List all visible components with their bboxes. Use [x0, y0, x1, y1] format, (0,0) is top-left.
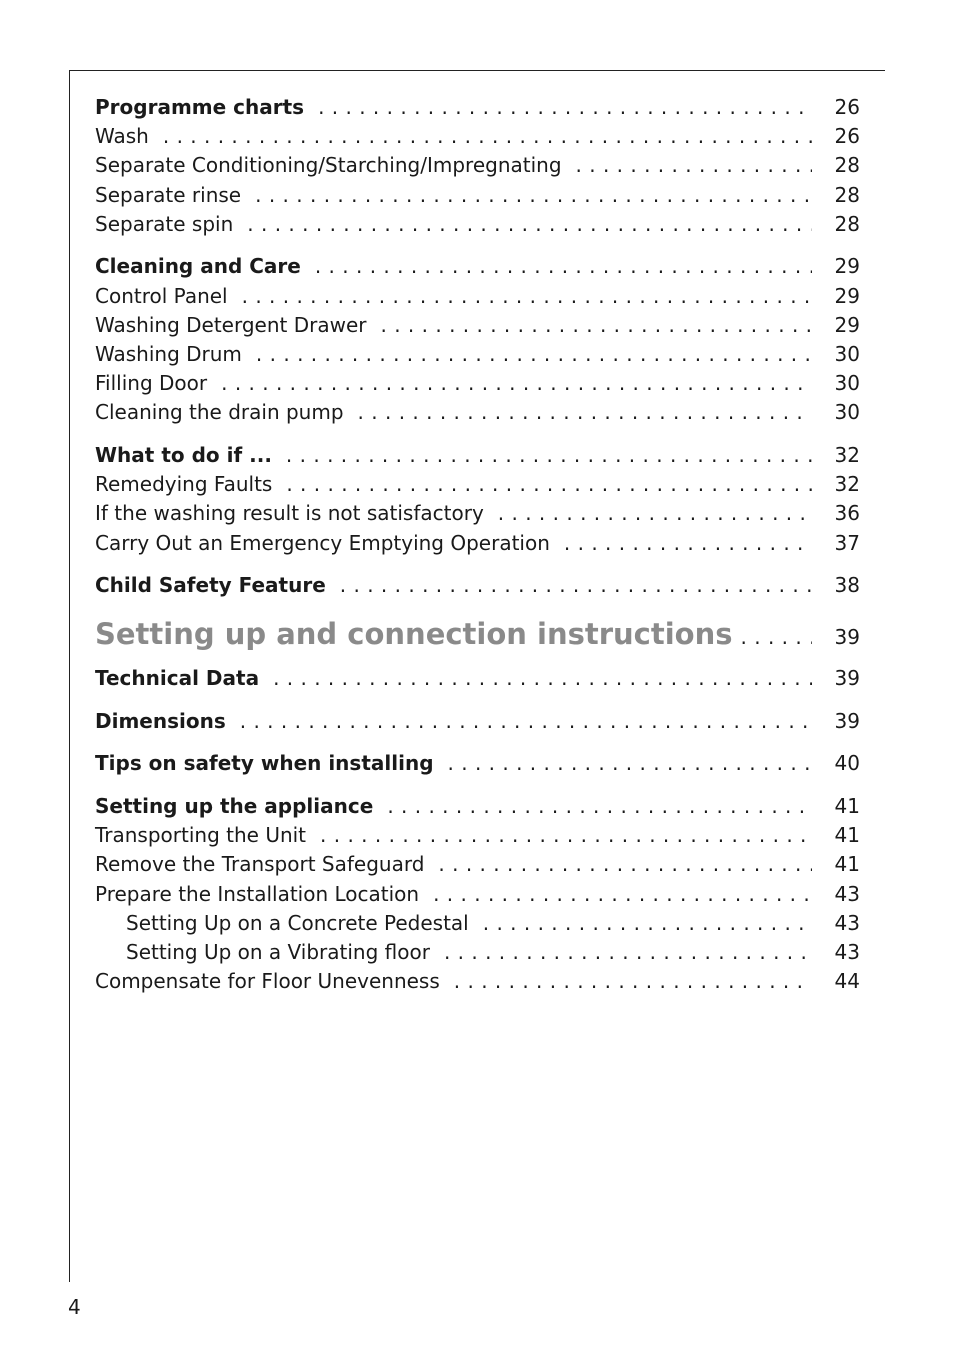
toc-entry-page: 43	[834, 940, 860, 964]
toc-entry-label: Setting up the appliance	[95, 794, 374, 819]
dot-leader	[564, 529, 812, 558]
toc-entry[interactable]	[95, 210, 860, 239]
toc-entry-label: What to do if ...	[95, 443, 272, 468]
toc-entry-page: 29	[834, 312, 860, 337]
toc-entry[interactable]	[95, 340, 860, 369]
toc-entry-label: Child Safety Feature	[95, 573, 326, 598]
dot-leader	[273, 664, 812, 693]
toc-entry-page: 30	[834, 400, 860, 425]
table-of-contents	[95, 93, 860, 1010]
toc-group	[95, 707, 860, 736]
toc-entry-page: 32	[834, 472, 860, 497]
toc-heading-entry[interactable]	[95, 571, 860, 600]
toc-entry[interactable]	[95, 967, 860, 996]
toc-entry-label: Wash	[95, 124, 149, 149]
dot-leader	[320, 821, 812, 850]
toc-entry-label: Technical Data	[95, 666, 260, 690]
toc-entry-label: If the washing result is not satisfactory	[95, 501, 484, 526]
dot-leader	[340, 571, 812, 600]
toc-entry-page: 32	[834, 443, 860, 468]
toc-entry[interactable]	[95, 529, 860, 558]
toc-entry-page: 41	[834, 794, 860, 819]
dot-leader	[358, 398, 812, 427]
dot-leader	[163, 122, 812, 151]
dot-leader	[247, 210, 812, 239]
toc-entry-page: 39	[834, 666, 860, 690]
toc-heading-entry[interactable]	[95, 707, 860, 736]
toc-entry-label: Control Panel	[95, 283, 228, 308]
dot-leader	[255, 181, 812, 210]
dot-leader	[256, 340, 812, 369]
toc-group	[95, 252, 860, 427]
toc-entry-page: 29	[834, 254, 860, 279]
toc-entry[interactable]	[95, 909, 860, 938]
toc-entry[interactable]	[95, 821, 860, 850]
toc-entry[interactable]	[95, 311, 860, 340]
toc-entry-page: 30	[834, 342, 860, 366]
toc-section-heading[interactable]	[95, 614, 860, 654]
toc-entry-page: 28	[834, 182, 860, 207]
dot-leader	[315, 252, 812, 281]
toc-entry-label: Separate rinse	[95, 182, 242, 207]
toc-entry-label: Setting Up on a Vibrating floor	[126, 940, 430, 964]
dot-leader	[576, 151, 812, 180]
toc-entry-label: Remove the Transport Safeguard	[95, 852, 425, 877]
top-rule	[69, 70, 885, 71]
toc-group	[95, 93, 860, 239]
toc-entry-page: 43	[834, 881, 860, 906]
toc-entry[interactable]	[95, 181, 860, 210]
left-rule	[69, 70, 70, 1282]
dot-leader	[483, 909, 812, 938]
toc-entry-label: Dimensions	[95, 708, 226, 733]
toc-entry-label: Filling Door	[95, 371, 208, 396]
toc-group	[95, 749, 860, 778]
toc-heading-entry[interactable]	[95, 441, 860, 470]
toc-entry-label: Transporting the Unit	[95, 823, 307, 848]
toc-entry-page: 28	[834, 211, 860, 236]
toc-entry[interactable]	[95, 369, 860, 398]
toc-entry-page: 40	[834, 751, 860, 776]
toc-entry-page: 37	[834, 530, 860, 555]
toc-entry-label: Washing Drum	[95, 342, 242, 366]
toc-entry[interactable]	[95, 151, 860, 180]
dot-leader	[438, 850, 812, 879]
dot-leader	[240, 707, 812, 736]
toc-group	[95, 614, 860, 654]
toc-entry[interactable]	[95, 282, 860, 311]
dot-leader	[381, 311, 813, 340]
toc-entry-page: 39	[834, 625, 860, 649]
toc-entry-page: 26	[834, 95, 860, 119]
toc-entry-label: Cleaning the drain pump	[95, 400, 344, 425]
dot-leader	[286, 441, 812, 470]
toc-entry-page: 41	[834, 852, 860, 877]
toc-entry-label: Compensate for Floor Unevenness	[95, 969, 440, 994]
dot-leader	[286, 470, 812, 499]
toc-group	[95, 664, 860, 693]
toc-entry-label: Carry Out an Emergency Emptying Operation	[95, 530, 550, 555]
toc-entry-page: 36	[834, 501, 860, 526]
toc-entry-page: 26	[834, 124, 860, 149]
dot-leader	[387, 792, 812, 821]
toc-entry-page: 43	[834, 910, 860, 935]
toc-entry-label: Prepare the Installation Location	[95, 881, 420, 906]
dot-leader	[221, 369, 812, 398]
toc-entry-label: Remedying Faults	[95, 472, 273, 497]
dot-leader	[318, 93, 812, 122]
toc-heading-entry[interactable]	[95, 93, 860, 122]
toc-group	[95, 571, 860, 600]
toc-entry-page: 38	[834, 573, 860, 598]
dot-leader	[448, 749, 812, 778]
dot-leader	[454, 967, 812, 996]
toc-entry-label: Washing Detergent Drawer	[95, 312, 367, 337]
toc-entry[interactable]	[95, 398, 860, 427]
toc-group	[95, 441, 860, 558]
toc-entry[interactable]	[95, 470, 860, 499]
toc-entry-label: Programme charts	[95, 95, 305, 119]
toc-group	[95, 792, 860, 996]
toc-entry[interactable]	[95, 880, 860, 909]
toc-entry-page: 41	[834, 823, 860, 848]
toc-heading-entry[interactable]	[95, 749, 860, 778]
toc-entry-label: Separate spin	[95, 211, 234, 236]
dot-leader	[444, 938, 812, 967]
toc-entry-label: Tips on safety when installing	[95, 751, 434, 776]
toc-entry-page: 30	[834, 371, 860, 396]
toc-entry[interactable]	[95, 850, 860, 879]
page-number: 4	[68, 1295, 81, 1319]
toc-entry[interactable]	[95, 122, 860, 151]
toc-entry-label: Separate Conditioning/Starching/Impregnating	[95, 153, 562, 178]
toc-entry-page: 39	[834, 708, 860, 733]
toc-entry-page: 44	[834, 969, 860, 994]
toc-entry[interactable]	[95, 938, 860, 967]
toc-entry[interactable]	[95, 499, 860, 528]
dot-leader	[433, 880, 812, 909]
toc-entry-label: Cleaning and Care	[95, 254, 301, 279]
dot-leader	[242, 282, 812, 311]
dot-leader	[741, 617, 812, 657]
toc-entry-label: Setting up and connection instructions	[95, 617, 733, 651]
toc-entry-page: 28	[834, 153, 860, 178]
toc-entry-label: Setting Up on a Concrete Pedestal	[126, 910, 469, 935]
toc-heading-entry[interactable]	[95, 664, 860, 693]
toc-heading-entry[interactable]	[95, 252, 860, 281]
toc-entry-page: 29	[834, 283, 860, 308]
toc-heading-entry[interactable]	[95, 792, 860, 821]
dot-leader	[498, 499, 812, 528]
